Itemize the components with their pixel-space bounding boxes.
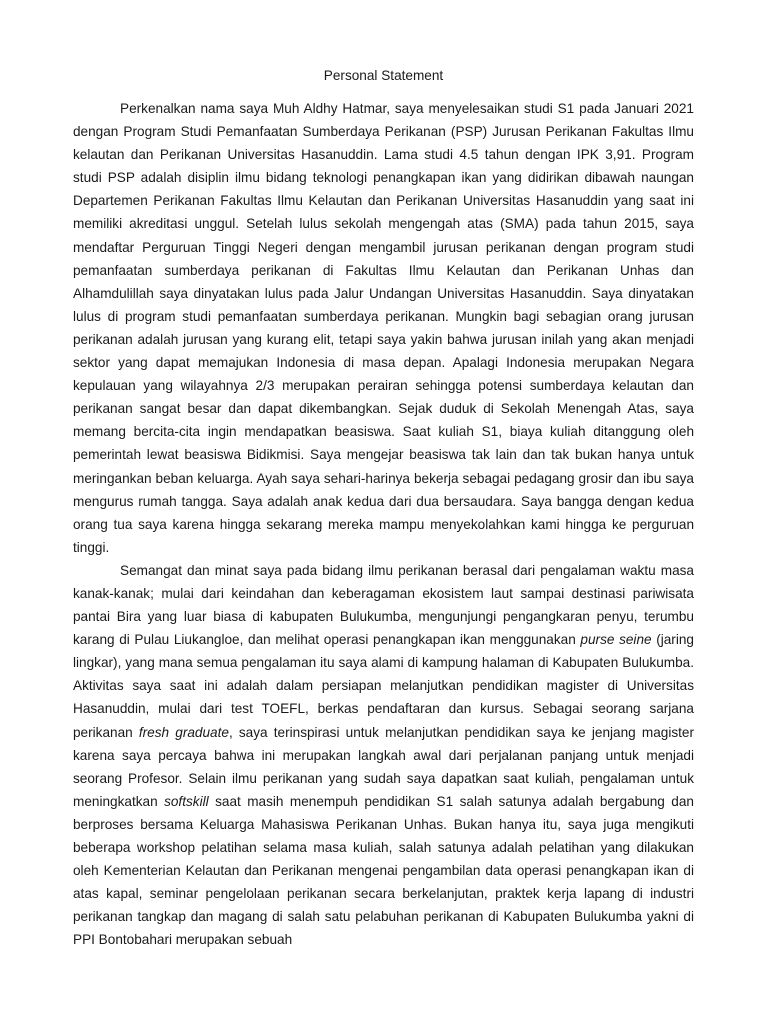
- paragraph-text: , saya terinspirasi untuk melanjutkan pendidikan saya ke jenjang magister karena saya percaya bahwa ini merupakan langkah awal dari perjalanan panjang untuk menjadi seorang Profesor. Selain ilmu perikanan yang sudah saya dapatkan saat kuliah, pengalaman untuk meningkatkan: [73, 724, 694, 809]
- paragraph-motivation: [73, 559, 694, 952]
- paragraph-intro: Perkenalkan nama saya Muh Aldhy Hatmar, saya menyelesaikan studi S1 pada Januari 2021 dengan Program Studi Pemanfaatan Sumberdaya Perikanan (PSP) Jurusan Perikanan Fakultas Ilmu kelautan dan Perikanan Universitas Hasanuddin. Lama studi 4.5 tahun dengan IPK 3,91. Program studi PSP adalah disiplin ilmu bidang teknologi penangkapan ikan yang didirikan dibawah naungan Departemen Perikanan Fakultas Ilmu Kelautan dan Perikanan Universitas Hasanuddin yang saat ini memiliki akreditasi unggul. Setelah lulus sekolah mengengah atas (SMA) pada tahun 2015, saya mendaftar Perguruan Tinggi Negeri dengan mengambil jurusan perikanan dengan program studi pemanfaatan sumberdaya perikanan di Fakultas Ilmu Kelautan dan Perikanan Unhas dan Alhamdulillah saya dinyatakan lulus pada Jalur Undangan Universitas Hasanuddin. Saya dinyatakan lulus di program studi pemanfaatan sumberdaya perikanan. Mungkin bagi sebagian orang jurusan perikanan adalah jurusan yang kurang elit, tetapi saya yakin bahwa jurusan inilah yang akan menjadi sektor yang dapat memajukan Indonesia di masa depan. Apalagi Indonesia merupakan Negara kepulauan yang wilayahnya 2/3 merupakan perairan sehingga potensi sumberdaya kelautan dan perikanan sangat besar dan dapat dikembangkan. Sejak duduk di Sekolah Menengah Atas, saya memang bercita-cita ingin mendapatkan beasiswa. Saat kuliah S1, biaya kuliah ditanggung oleh pemerintah lewat beasiswa Bidikmisi. Saya mengejar beasiswa tak lain dan tak bukan hanya untuk meringankan beban keluarga. Ayah saya sehari-harinya bekerja sebagai pedagang grosir dan ibu saya mengurus rumah tangga. Saya adalah anak kedua dari dua bersaudara. Saya bangga dengan kedua orang tua saya karena hingga sekarang mereka mampu menyekolahkan kami hingga ke perguruan tinggi.: [73, 101, 694, 555]
- page-title: Personal Statement: [323, 68, 444, 83]
- italic-term-softskill: softskill: [164, 793, 209, 809]
- document-page: [73, 64, 694, 951]
- italic-term-fresh-graduate: fresh graduate: [138, 724, 229, 740]
- italic-term-purse-seine: purse seine: [580, 632, 652, 648]
- paragraph-text: saat masih menempuh pendidikan S1 salah satunya adalah bergabung dan berproses bersama Keluarga Mahasiswa Perikanan Unhas. Bukan hanya itu, saya juga mengikuti beberapa workshop pelatihan selama masa kuliah, salah satunya adalah pelatihan yang dilakukan oleh Kementerian Kelautan dan Perikanan mengenai pengambilan data operasi penangkapan ikan di atas kapal, seminar pengelolaan perikanan secara berkelanjutan, praktek kerja lapang di industri perikanan tangkap dan magang di salah satu pelabuhan perikanan di Kabupaten Bulukumba yakni di PPI Bontobahari merupakan sebuah: [73, 793, 694, 948]
- paragraph-text: (jaring lingkar), yang mana semua pengalaman itu saya alami di kampung halaman di Kabupaten Bulukumba. Aktivitas saya saat ini adalah dalam persiapan melanjutkan pendidikan magister di Universitas Hasanuddin, mulai dari test TOEFL, berkas pendaftaran dan kursus. Sebagai seorang sarjana perikanan: [73, 632, 694, 740]
- paragraph-text: Semangat dan minat saya pada bidang ilmu perikanan berasal dari pengalaman waktu masa kanak-kanak; mulai dari keindahan dan keberagaman ekosistem laut sampai destinasi pariwisata pantai Bira yang luar biasa di kabupaten Bulukumba, mengunjungi pengangkaran penyu, terumbu karang di Pulau Liukangloe, dan melihat operasi penangkapan ikan menggunakan: [73, 562, 694, 648]
